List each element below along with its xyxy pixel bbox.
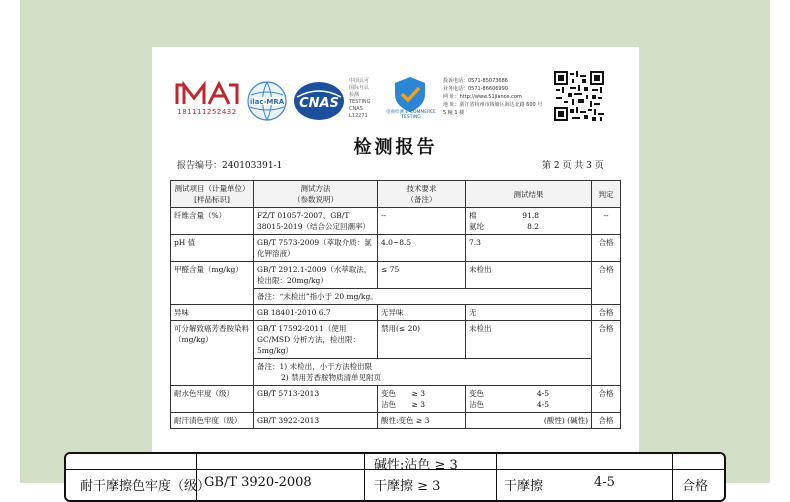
callout-verdict: 合格: [682, 479, 709, 494]
cma-number: 181111252432: [177, 108, 237, 116]
table-row: [171, 321, 621, 359]
report-number-value: 240103391-1: [222, 161, 283, 171]
result-pair-value: 4-5: [536, 389, 549, 398]
cell-result: 无: [466, 305, 592, 321]
cnas-accreditation-text: [349, 78, 381, 120]
result-pair-label: 变色: [469, 389, 484, 398]
header-verdict: 判定: [592, 181, 621, 208]
cnas-text-line: 检测: [349, 92, 360, 98]
cell-method: GB/T 5713-2013: [254, 386, 378, 413]
cell-item: 耐水色牢度（级）: [171, 386, 254, 413]
cell-verdict: 合格: [592, 235, 621, 262]
cnas-text-line: CNAS L12271: [349, 106, 368, 119]
requirement-pair: [381, 399, 425, 410]
qr-code-icon: [554, 71, 604, 121]
header-item-sub: [样品标识]: [194, 195, 230, 204]
cell-method: GB/T 3922-2013: [254, 413, 378, 429]
cell-result: (酸性) (碱性): [466, 413, 592, 429]
cell-verdict: 合格: [592, 262, 621, 305]
table-row: [171, 413, 621, 429]
contact-info: [443, 77, 563, 117]
cell-verdict: --: [592, 208, 621, 235]
cnas-logo-icon: [293, 80, 346, 122]
callout-requirement-top: 碱性:沾色 ≥ 3: [374, 458, 458, 473]
cell-note: 备注：“未检出”指小于 20 mg/kg。: [254, 289, 592, 305]
contact-line: 投诉电话：0571-85073686: [443, 78, 508, 84]
header-requirement-sub: （备注）: [406, 195, 437, 204]
zoom-callout: [64, 452, 726, 502]
cell-item: 异味: [171, 305, 254, 321]
report-number-label: 报告编号：: [177, 161, 223, 171]
cell-method: FZ/T 01057-2007、GB/T 38015-2019（结合公定回潮率）: [254, 208, 378, 235]
cell-requirement: --: [378, 208, 466, 235]
note-line: 备注：1) 未检出，小于方法检出限: [257, 362, 373, 371]
contact-line: 5 幢 1 楼: [443, 110, 465, 116]
cell-requirement: [378, 386, 466, 413]
cma-logo-icon: [174, 80, 240, 108]
result-pair: [469, 388, 549, 399]
cell-requirement: 无异味: [378, 305, 466, 321]
page-indicator: 第 2 页 共 3 页: [542, 161, 604, 171]
cell-method: GB/T 17592-2011（使用 GC/MSD 分析方法，检出限：5mg/kg）: [254, 321, 378, 359]
requirement-pair-value: ≥ 3: [411, 389, 425, 398]
table-row: [171, 386, 621, 413]
cell-item: pH 值: [171, 235, 254, 262]
callout-requirement: 干摩擦 ≥ 3: [374, 479, 441, 494]
result-pair-value: 4-5: [536, 400, 549, 409]
callout-divider: [364, 454, 365, 502]
table-row: [171, 305, 621, 321]
cell-item: 甲醛含量（mg/kg）: [171, 262, 254, 305]
requirement-pair-value: ≥ 3: [411, 400, 425, 409]
report-sheet: [152, 47, 639, 483]
note-line: 2) 禁用芳香胺物质清单见附页: [281, 373, 382, 382]
result-pair-label: 棉: [469, 211, 477, 220]
contact-line: 业务电话：0571-86606990: [443, 86, 508, 92]
callout-item: 耐干摩擦色牢度（级）: [80, 479, 211, 494]
svg-text:ilac-MRA: ilac-MRA: [249, 98, 285, 106]
result-pair-label: 氨纶: [469, 222, 484, 231]
report-title: 检测报告: [353, 137, 438, 158]
ecommerce-testing-caption: 电商检测 E-COMMERCE TESTING: [385, 110, 437, 120]
cell-result: [466, 386, 592, 413]
svg-text:CNAS: CNAS: [299, 96, 339, 111]
header-result: 测试结果: [466, 181, 592, 208]
header-item: [171, 181, 254, 208]
contact-line: 地 址：浙江省杭州市钱塘区海达北路 600 号: [443, 102, 543, 108]
cell-item: 耐汗渍色牢度（级）: [171, 413, 254, 429]
cell-note: [254, 359, 592, 386]
cell-result: [466, 208, 592, 235]
cell-verdict: 合格: [592, 386, 621, 413]
cnas-text-line: 国际互认: [349, 85, 370, 91]
header-method-sub: （参数说明）: [293, 195, 338, 204]
result-pair: [469, 399, 549, 410]
ilac-mra-logo-icon: [246, 80, 288, 122]
requirement-pair-label: 沾色: [381, 400, 396, 409]
result-pair: [469, 210, 539, 221]
table-row: [171, 235, 621, 262]
result-pair: [469, 221, 539, 232]
requirement-pair: [381, 388, 425, 399]
cell-method: GB/T 2912.1-2009（水萃取法，检出限：20mg/kg）: [254, 262, 378, 289]
cell-verdict: 合格: [592, 321, 621, 386]
callout-divider: [496, 454, 497, 502]
callout-divider: [672, 454, 673, 502]
table-row: [171, 262, 621, 289]
table-row: [171, 208, 621, 235]
callout-result-value: 4-5: [594, 475, 615, 490]
cell-method: GB/T 7573-2009（萃取介质：氯化钾溶液）: [254, 235, 378, 262]
callout-method: GB/T 3920-2008: [204, 475, 312, 490]
header-requirement-label: 技术要求: [406, 184, 437, 193]
results-table: [170, 180, 621, 429]
cell-requirement: 4.0~8.5: [378, 235, 466, 262]
result-pair-value: 91.8: [522, 211, 539, 220]
cell-result: 未检出: [466, 262, 592, 289]
result-pair-value: 8.2: [527, 222, 539, 231]
cell-result: 7.3: [466, 235, 592, 262]
callout-result-label: 干摩擦: [504, 479, 544, 494]
cnas-text-line: 中国认可: [349, 78, 370, 84]
header-item-label: 测试项目（计量单位）: [174, 184, 250, 193]
cell-item: 纤维含量（%）: [171, 208, 254, 235]
cma-logo: [174, 80, 240, 120]
cell-result: 未检出: [466, 321, 592, 359]
report-number: [177, 158, 282, 171]
cnas-text-line: TESTING: [349, 99, 371, 105]
contact-line: 网 址：http://www.51jiance.com: [443, 94, 522, 100]
table-header-row: [171, 181, 621, 208]
header-method-label: 测试方法: [300, 184, 331, 193]
cell-requirement: ≤ 75: [378, 262, 466, 289]
cell-verdict: 合格: [592, 413, 621, 429]
cell-requirement: 禁用(≤ 20): [378, 321, 466, 359]
result-pair-label: 沾色: [469, 400, 484, 409]
header-method: [254, 181, 378, 208]
header-requirement: [378, 181, 466, 208]
cell-item: 可分解致癌芳香胺染料（mg/kg）: [171, 321, 254, 386]
requirement-pair-label: 变色: [381, 389, 396, 398]
cell-requirement: 酸性:变色 ≥ 3: [378, 413, 466, 429]
cell-verdict: 合格: [592, 305, 621, 321]
cell-method: GB 18401-2010 6.7: [254, 305, 378, 321]
